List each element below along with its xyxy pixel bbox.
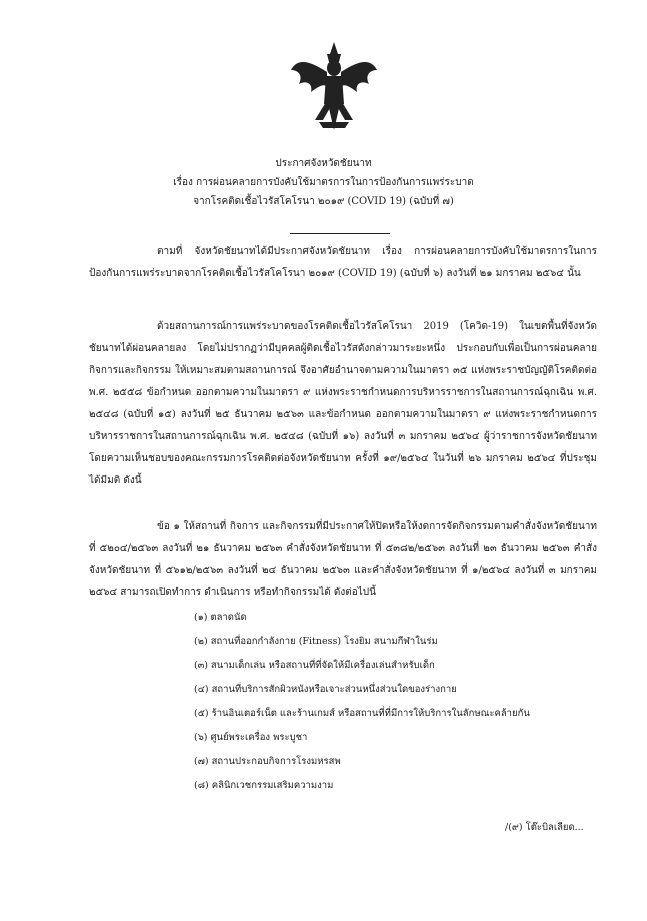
list-item: (๓) สนามเด็กเล่น หรือสถานที่ที่จัดให้มีเครื่องเล่นสำหรับเด็ก xyxy=(194,660,435,671)
list-item: (๗) สถานประกอบกิจการโรงมหรสพ xyxy=(194,756,341,767)
list-item: (๘) คลินิกเวชกรรมเสริมความงาม xyxy=(194,780,334,791)
announcement-subject: เรื่อง การผ่อนคลายการบังคับใช้มาตรการในการป้องกันการแพร่ระบาด xyxy=(173,177,474,188)
announcement-subject-continued: จากโรคติดเชื้อไวรัสโคโรนา ๒๐๑๙ (COVID 19) (ฉบับที่ ๗) xyxy=(193,196,454,207)
paragraph-reference: ตามที่ จังหวัดชัยนาทได้มีประกาศจังหวัดชัยนาท เรื่อง การผ่อนคลายการบังคับใช้มาตรการในการป้องกันการแพร่ระบาดจากโรคติดเชื้อไวรัสโคโรนา ๒๐๑๙ (COVID 19) (ฉบับที่ ๖) ลงวันที่ ๒๑ มกราคม ๒๕๖๔ นั้น xyxy=(89,246,597,279)
paragraph-rationale: ด้วยสถานการณ์การแพร่ระบาดของโรคติดเชื้อไวรัสโคโรนา 2019 (โควิด-19) ในเขตพื้นที่จังหวัดชัยนาทได้ผ่อนคลายลง โดยไม่ปรากฏว่ามีบุคคลผู้ติดเชื้อไวรัสดังกล่าวมาระยะหนึ่ง ประกอบกับเพื่อเป็นการผ่อนคลายกิจการและกิจกรรม ให้เหมาะสมตามสถานการณ์ จึงอาศัยอำนาจตามความในมาตรา ๓๕ แห่งพระราชบัญญัติโรคติดต่อ พ.ศ. ๒๕๕๘ ข้อกำหนด ออกตามความในมาตรา ๙ แห่งพระราชกำหนดการบริหารราชการในสถานการณ์ฉุกเฉิน พ.ศ. ๒๕๔๘ (ฉบับที่ ๑๕) ลงวันที่ ๒๕ ธันวาคม ๒๕๖๓ และข้อกำหนด ออกตามความในมาตรา ๙ แห่งพระราชกำหนดการบริหารราชการในสถานการณ์ฉุกเฉิน พ.ศ. ๒๕๔๘ (ฉบับที่ ๑๖) ลงวันที่ ๓ มกราคม ๒๕๖๔ ผู้ว่าราชการจังหวัดชัยนาท โดยความเห็นชอบของคณะกรรมการโรคติดต่อจังหวัดชัยนาท ครั้งที่ ๑๙/๒๕๖๔ ในวันที่ ๒๖ มกราคม ๒๕๖๔ ที่ประชุมได้มีมติ ดังนี้ xyxy=(89,321,597,486)
list-item: (๕) ร้านอินเตอร์เน็ต และร้านเกมส์ หรือสถานที่ที่มีการให้บริการในลักษณะคล้ายกัน xyxy=(194,708,530,719)
list-item: (๑) ตลาดนัด xyxy=(194,612,247,623)
title-divider xyxy=(290,233,390,234)
continuation-note: /(๙) โต๊ะบิลเลียด... xyxy=(505,822,584,833)
list-item: (๖) ศูนย์พระเครื่อง พระบูชา xyxy=(194,732,308,743)
list-item: (๔) สถานที่บริการสักผิวหนังหรือเจาะส่วนหนึ่งส่วนใดของร่างกาย xyxy=(194,684,457,695)
garuda-emblem-icon xyxy=(289,40,379,140)
list-item: (๒) สถานที่ออกกำลังกาย (Fitness) โรงยิม สนามกีฬาในร่ม xyxy=(194,636,438,647)
announcement-authority: ประกาศจังหวัดชัยนาท xyxy=(275,158,372,169)
paragraph-clause-1: ข้อ ๑ ให้สถานที่ กิจการ และกิจกรรมที่มีประกาศให้ปิดหรือให้งดการจัดกิจกรรมตามคำสั่งจังหวัดชัยนาท ที่ ๕๒๐๔/๒๕๖๓ ลงวันที่ ๒๑ ธันวาคม ๒๕๖๓ คำสั่งจังหวัดชัยนาท ที่ ๕๓๘๒/๒๕๖๓ ลงวันที่ ๒๓ ธันวาคม ๒๕๖๓ คำสั่งจังหวัดชัยนาท ที่ ๕๖๑๒/๒๕๖๓ ลงวันที่ ๒๔ ธันวาคม ๒๕๖๓ และคำสั่งจังหวัดชัยนาท ที่ ๑/๒๕๖๔ ลงวันที่ ๓ มกราคม ๒๕๖๔ สามารถเปิดทำการ ดำเนินการ หรือทำกิจกรรมได้ ดังต่อไปนี้ xyxy=(89,521,597,598)
